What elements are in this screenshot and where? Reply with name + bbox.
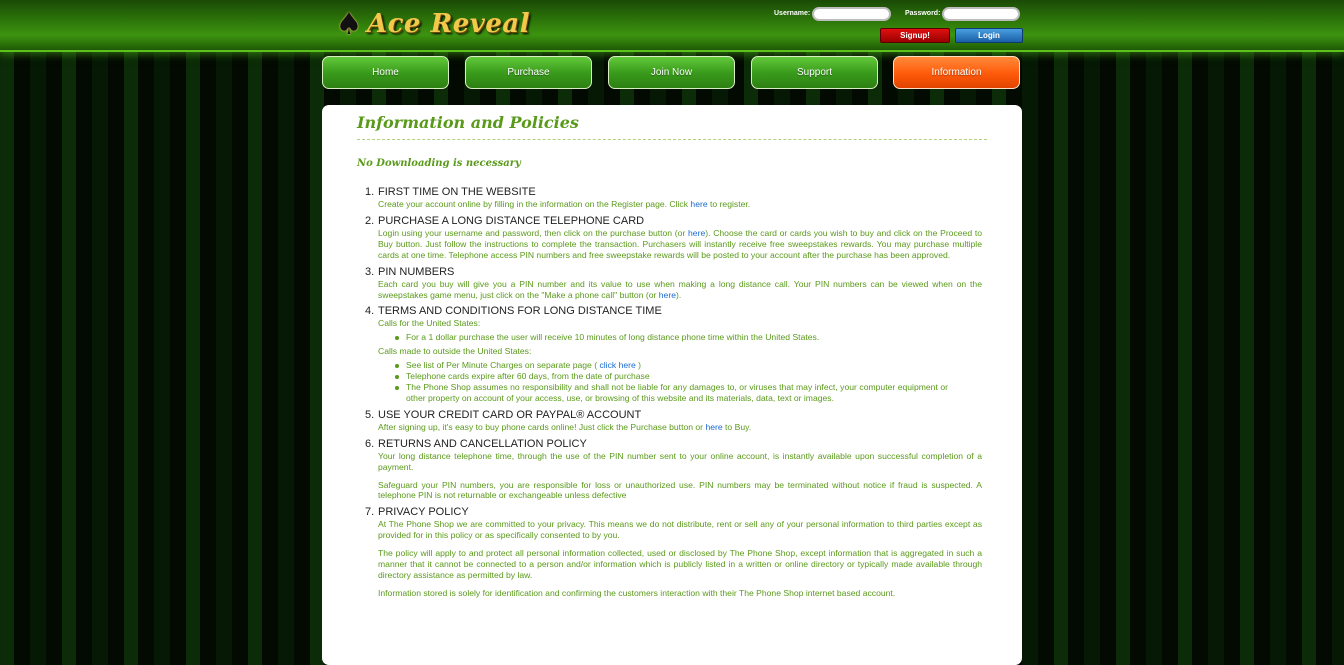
policy-item	[360, 214, 982, 261]
username-label: Username:	[774, 10, 811, 17]
per-minute-charges-link[interactable]: click here	[599, 360, 636, 371]
item-title: PRIVACY POLICY	[378, 506, 469, 519]
policy-item	[360, 408, 982, 433]
text-segment: to Buy.	[722, 421, 752, 432]
item-number: 2.	[365, 214, 375, 227]
bullet-list	[378, 332, 982, 343]
page-title: Information and Policies	[357, 113, 579, 132]
policy-item	[360, 505, 982, 598]
item-text: The policy will apply to and protect all personal information collected, used or disclosed by The Phone Shop, except information that is aggregated in such a manner that it cannot be connected to a person and/or information which is publicly listed in a written or online directory or typically made available through directory assistance as permitted by law.	[378, 548, 982, 580]
text-segment: After signing up, it's easy to buy phone cards online! Just click the Purchase button or	[378, 421, 706, 432]
item-text: Safeguard your PIN numbers, you are responsible for loss or unauthorized use. PIN numbers may be terminated without notice if fraud is suspected. A telephone PIN is not returnable or exchangeable unless defective	[378, 479, 982, 501]
item-text: Calls made to outside the United States:	[378, 346, 532, 357]
phone-call-link[interactable]: here	[658, 289, 676, 300]
page-subtitle: No Downloading is necessary	[357, 158, 521, 169]
item-number: 6.	[365, 437, 375, 450]
password-label: Password:	[905, 10, 941, 17]
item-text: Your long distance telephone time, through the use of the PIN number sent to your online account, is instantly available upon successful completion of a payment.	[378, 450, 982, 472]
bullet-item: For a 1 dollar purchase the user will receive 10 minutes of long distance phone time within the United States.	[406, 332, 982, 343]
purchase-link[interactable]: here	[688, 227, 706, 238]
policy-item	[360, 304, 982, 403]
text-segment: Each card you buy will give you a PIN number and its value to use when making a long distance call. Your PIN numbers can be viewed when on the sweepstakes game menu, just click on the "Make a phone call" button (or	[378, 278, 982, 300]
item-title: PURCHASE A LONG DISTANCE TELEPHONE CARD	[378, 214, 645, 227]
item-text	[378, 199, 982, 210]
item-text	[378, 422, 982, 433]
spade-icon: ♠	[335, 6, 363, 42]
logo-text: Ace Reveal	[367, 9, 531, 39]
bullet-item: Telephone cards expire after 60 days, from the date of purchase	[406, 371, 982, 382]
item-number: 3.	[365, 265, 375, 278]
bullet-item: The Phone Shop assumes no responsibility and shall not be liable for any damages to, or viruses that may infect, your computer equipment or other property on account of your access, use, or browsing of this website and its materials, data, text or images.	[406, 382, 982, 404]
item-title: PIN NUMBERS	[378, 265, 455, 278]
password-input[interactable]	[942, 7, 1020, 21]
item-text	[378, 279, 982, 301]
signup-button[interactable]: Signup!	[880, 28, 950, 43]
nav-support[interactable]: Support	[751, 56, 878, 89]
item-text: Calls for the United States:	[378, 318, 481, 329]
policy-item	[360, 437, 982, 502]
item-text: At The Phone Shop we are committed to your privacy. This means we do not distribute, rent or sell any of your personal information to third parties except as provided for in this policy or as specifically consented to by you.	[378, 519, 982, 541]
bullet-item	[406, 360, 982, 371]
policy-item	[360, 265, 982, 301]
nav-join-now[interactable]: Join Now	[608, 56, 735, 89]
text-segment: Create your account online by filling in the information on the Register page. Click	[378, 199, 691, 209]
item-title: FIRST TIME ON THE WEBSITE	[378, 186, 536, 198]
nav-home[interactable]: Home	[322, 56, 449, 89]
text-segment: ).	[675, 289, 682, 300]
header-bar	[0, 0, 1344, 52]
item-title: RETURNS AND CANCELLATION POLICY	[378, 437, 587, 450]
policy-item	[360, 185, 982, 210]
item-title: TERMS AND CONDITIONS FOR LONG DISTANCE TIME	[378, 305, 662, 318]
item-number: 1.	[365, 186, 375, 198]
text-segment: ). Choose the card or cards you wish to buy and click on the Proceed to Buy button. Just follow the instructions to complete the transaction. Purchasers will instantly receive free sweepstakes rewards. You may purchase multiple cards at one time. Telephone access PIN numbers and free sweepstake rewards will be posted to your account after the purchase has been approved.	[378, 227, 982, 260]
content-panel	[322, 105, 1022, 665]
text-segment: See list of Per Minute Charges on separate page (	[406, 360, 600, 371]
nav-purchase[interactable]: Purchase	[465, 56, 592, 89]
register-link[interactable]: here	[690, 199, 708, 209]
item-text: Information stored is solely for identification and confirming the customers interaction with their The Phone Shop internet based account.	[378, 587, 896, 598]
nav-information[interactable]: Information	[893, 56, 1020, 89]
title-divider	[357, 139, 987, 140]
item-text	[378, 228, 982, 261]
item-number: 5.	[365, 408, 375, 421]
item-title: USE YOUR CREDIT CARD OR PAYPAL® ACCOUNT	[378, 408, 642, 421]
text-segment: )	[635, 360, 642, 371]
text-segment: to register.	[707, 199, 751, 209]
policy-list	[360, 185, 982, 603]
item-number: 7.	[365, 506, 375, 519]
bullet-list	[378, 360, 982, 404]
site-logo[interactable]	[334, 4, 530, 44]
item-number: 4.	[365, 305, 375, 318]
username-input[interactable]	[812, 7, 891, 21]
login-button[interactable]: Login	[955, 28, 1023, 43]
text-segment: Login using your username and password, then click on the purchase button (or	[378, 227, 689, 238]
buy-link[interactable]: here	[705, 421, 723, 432]
